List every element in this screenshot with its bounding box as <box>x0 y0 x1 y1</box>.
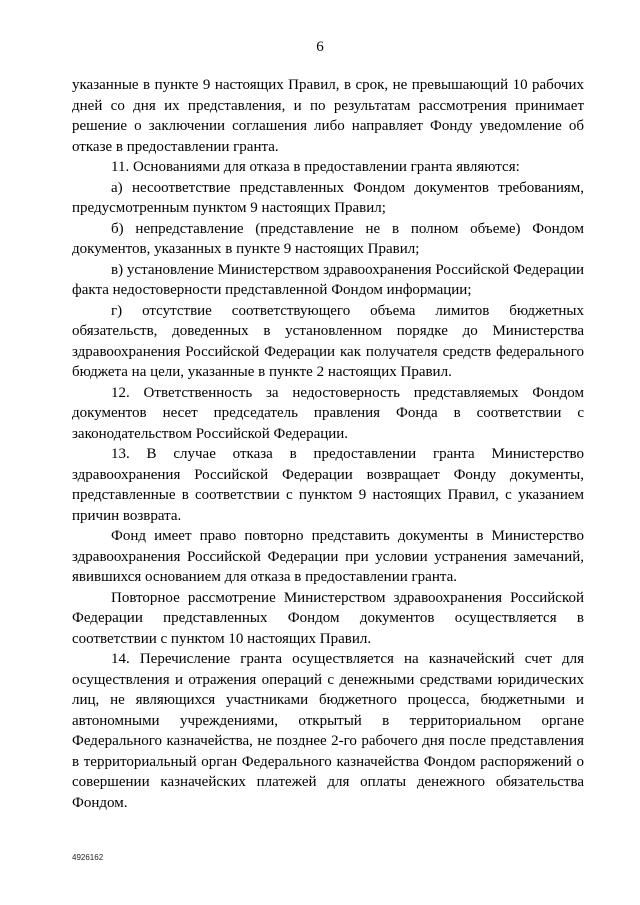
paragraph-clause-11: 11. Основаниями для отказа в предоставлении гранта являются: <box>111 159 520 175</box>
document-code: 4926162 <box>72 853 104 862</box>
page-number: 6 <box>316 39 324 55</box>
paragraph-clause-13: 13. В случае отказа в предоставлении гранта Министерство здравоохранения Российской Федерации возвращает Фонду документы, представленные в соответствии с пунктом 9 настоящих Правил, с указанием причин возврата. <box>72 446 584 524</box>
paragraph-continuation: указанные в пункте 9 настоящих Правил, в срок, не превышающий 10 рабочих дней со дня их представления, и по результатам рассмотрения принимает решение о заключении соглашения либо направляет Фонду уведомление об отказе в предоставлении гранта. <box>72 77 584 155</box>
paragraph-clause-12: 12. Ответственность за недостоверность представляемых Фондом документов несет председатель правления Фонда в соответствии с законодательством Российской Федерации. <box>72 384 584 442</box>
document-body <box>72 75 584 813</box>
paragraph-resubmission-right: Фонд имеет право повторно представить документы в Министерство здравоохранения Российской Федерации при условии устранения замечаний, явившихся основанием для отказа в предоставлении гранта. <box>72 528 584 585</box>
paragraph-clause-14: 14. Перечисление гранта осуществляется на казначейский счет для осуществления и отражения операций с денежными средствами юридических лиц, не являющихся участниками бюджетного процесса, бюджетными и автономными учреждениями, открытый в территориальном органе Федерального казначейства, не позднее 2-го рабочего дня после представления в территориальный орган Федерального казначейства Фондом распоряжений о совершении казначейских платежей для оплаты денежного обязательства Фондом. <box>72 651 584 811</box>
paragraph-clause-11-b: б) непредставление (представление не в полном объеме) Фондом документов, указанных в пункте 9 настоящих Правил; <box>72 220 584 257</box>
paragraph-clause-11-a: а) несоответствие представленных Фондом документов требованиям, предусмотренным пунктом 9 настоящих Правил; <box>72 179 584 216</box>
paragraph-clause-11-v: в) установление Министерством здравоохранения Российской Федерации факта недостоверности представленной Фондом информации; <box>72 261 584 298</box>
paragraph-repeat-review: Повторное рассмотрение Министерством здравоохранения Российской Федерации представленных Фондом документов осуществляется в соответствии с пунктом 10 настоящих Правил. <box>72 589 584 647</box>
paragraph-clause-11-g: г) отсутствие соответствующего объема лимитов бюджетных обязательств, доведенных в установленном порядке до Министерства здравоохранения Российской Федерации как получателя средств федерального бюджета на цели, указанные в пункте 2 настоящих Правил. <box>72 302 584 380</box>
